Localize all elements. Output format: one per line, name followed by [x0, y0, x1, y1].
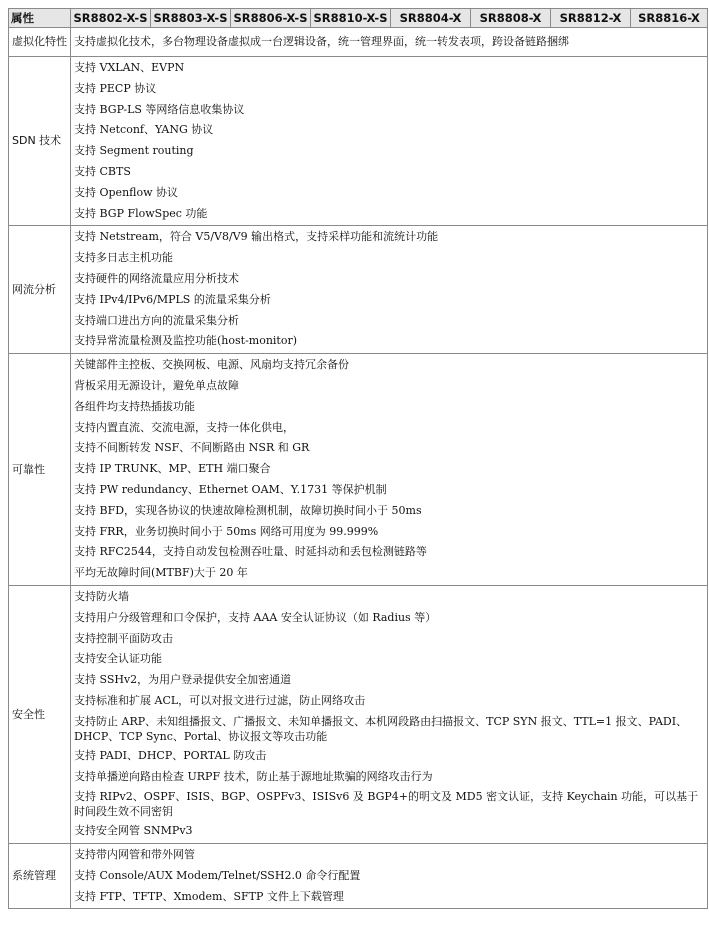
- spec-table: [8, 8, 708, 909]
- feature-item: 支持 IPv4/IPv6/MPLS 的流量采集分析: [74, 292, 271, 306]
- feature-item: 支持 RFC2544，支持自动发包检测吞吐量、时延抖动和丢包检测链路等: [74, 545, 427, 559]
- feature-item: 支持 CBTS: [74, 164, 131, 178]
- feature-item: 支持 FRR，业务切换时间小于 50ms 网络可用度为 99.999%: [74, 524, 379, 538]
- model-header: SR8803-X-S: [151, 9, 231, 28]
- feature-item: 支持内置直流、交流电源，支持一体化供电，: [74, 420, 294, 434]
- feature-item: 支持端口进出方向的流量采集分析: [74, 313, 239, 327]
- feature-item: 支持多日志主机功能: [74, 251, 173, 265]
- model-header: SR8802-X-S: [71, 9, 151, 28]
- feature-item: 支持 Netstream，符合 V5/V8/V9 输出格式，支持采样功能和流统计功能: [74, 230, 439, 244]
- feature-item: 支持 PECP 协议: [74, 81, 157, 95]
- section-row-virtualization: [9, 28, 708, 57]
- section-row-traffic-analysis: [9, 226, 708, 354]
- feature-item: 支持 Console/AUX Modem/Telnet/SSH2.0 命令行配置: [74, 868, 361, 882]
- feature-item: 支持单播逆向路由检查 URPF 技术，防止基于源地址欺骗的网络攻击行为: [74, 769, 433, 783]
- feature-item: 支持 Netconf、YANG 协议: [74, 123, 214, 137]
- feature-item: 背板采用无源设计，避免单点故障: [74, 378, 239, 392]
- feature-item: 支持 BFD，实现各协议的快速故障检测机制，故障切换时间小于 50ms: [74, 503, 422, 517]
- section-row-system-management: [9, 844, 708, 909]
- model-header: SR8806-X-S: [231, 9, 311, 28]
- feature-item: 关键部件主控板、交换网板、电源、风扇均支持冗余备份: [74, 358, 349, 372]
- table-header: [9, 9, 708, 28]
- model-header: SR8816-X: [631, 9, 708, 28]
- section-content: [71, 226, 708, 354]
- feature-item: 支持虚拟化技术，多台物理设备虚拟成一台逻辑设备，统一管理界面，统一转发表项，跨设备链路捆绑: [74, 35, 569, 48]
- feature-item: 支持带内网管和带外网管: [74, 848, 195, 862]
- feature-item: 支持 BGP FlowSpec 功能: [74, 206, 208, 220]
- section-content: [71, 585, 708, 843]
- section-content: [71, 57, 708, 226]
- section-label: 安全性: [9, 585, 71, 843]
- section-label: 虚拟化特性: [9, 28, 71, 57]
- feature-item: 支持防火墙: [74, 589, 129, 603]
- model-header: SR8810-X-S: [311, 9, 391, 28]
- feature-item: 支持异常流量检测及监控功能(host-monitor): [74, 334, 298, 348]
- section-label: SDN 技术: [9, 57, 71, 226]
- model-header: SR8804-X: [391, 9, 471, 28]
- model-header: SR8808-X: [471, 9, 551, 28]
- feature-item: 支持防止 ARP、未知组播报文、广播报文、未知单播报文、本机网段路由扫描报文、TCP SYN 报文、TTL=1 报文、PADI、DHCP、TCP Sync、Portal、协议报文等攻击功能: [74, 714, 688, 743]
- feature-item: 支持不间断转发 NSF、不间断路由 NSR 和 GR: [74, 441, 310, 455]
- feature-item: 支持 Openflow 协议: [74, 185, 179, 199]
- section-row-reliability: [9, 354, 708, 586]
- feature-item: 支持 IP TRUNK、MP、ETH 端口聚合: [74, 462, 271, 476]
- section-label: 可靠性: [9, 354, 71, 586]
- section-row-sdn: [9, 57, 708, 226]
- feature-item: 支持 FTP、TFTP、Xmodem、SFTP 文件上下载管理: [74, 889, 344, 903]
- feature-item: 各组件均支持热插拔功能: [74, 399, 195, 413]
- section-row-security: [9, 585, 708, 843]
- feature-item: 支持 VXLAN、EVPN: [74, 61, 185, 74]
- feature-item: 支持安全网管 SNMPv3: [74, 824, 193, 838]
- feature-item: 支持 PW redundancy、Ethernet OAM、Y.1731 等保护机制: [74, 482, 387, 496]
- feature-item: 支持安全认证功能: [74, 652, 162, 666]
- feature-item: 支持标准和扩展 ACL，可以对报文进行过滤，防止网络攻击: [74, 693, 366, 707]
- feature-item: 支持 PADI、DHCP、PORTAL 防攻击: [74, 748, 267, 762]
- section-label: 网流分析: [9, 226, 71, 354]
- feature-item: 支持 BGP-LS 等网络信息收集协议: [74, 102, 245, 116]
- model-header: SR8812-X: [551, 9, 631, 28]
- feature-item: 支持 Segment routing: [74, 144, 194, 158]
- section-content: [71, 28, 708, 57]
- feature-item: 平均无故障时间(MTBF)大于 20 年: [74, 566, 248, 580]
- feature-item: 支持 SSHv2，为用户登录提供安全加密通道: [74, 673, 292, 687]
- section-content: [71, 354, 708, 586]
- feature-item: 支持 RIPv2、OSPF、ISIS、BGP、OSPFv3、ISISv6 及 BGP4+的明文及 MD5 密文认证，支持 Keychain 功能，可以基于时间段生效不同密钥: [74, 790, 699, 819]
- feature-item: 支持用户分级管理和口令保护，支持 AAA 安全认证协议（如 Radius 等）: [74, 610, 437, 624]
- attr-column-header: 属性: [9, 9, 71, 28]
- feature-item: 支持硬件的网络流量应用分析技术: [74, 271, 239, 285]
- feature-item: 支持控制平面防攻击: [74, 631, 173, 645]
- section-label: 系统管理: [9, 844, 71, 909]
- section-content: [71, 844, 708, 909]
